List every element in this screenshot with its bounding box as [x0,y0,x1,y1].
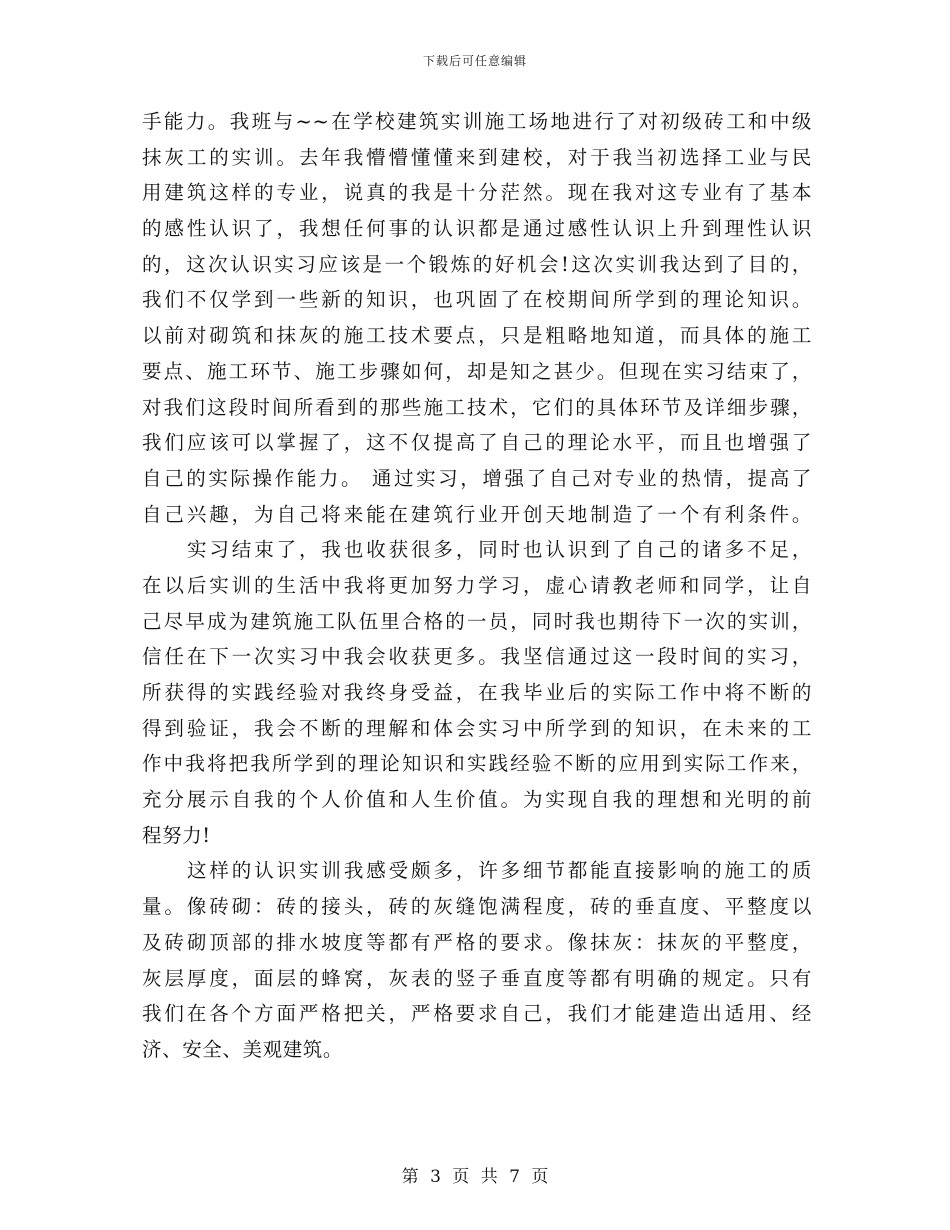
body-line: 对我们这段时间所看到的那些施工技术，它们的具体环节及详细步骤， [142,395,812,419]
body-line: 量。像砖砌：砖的接头，砖的灰缝饱满程度，砖的垂直度、平整度以 [142,895,812,919]
body-line: 充分展示自我的个人价值和人生价值。为实现自我的理想和光明的前 [142,788,812,812]
document-body [142,104,812,1068]
body-line: 所获得的实践经验对我终身受益，在我毕业后的实际工作中将不断的 [142,681,812,704]
body-line: 我们应该可以掌握了，这不仅提高了自己的理论水平，而且也增强了 [142,431,812,455]
page-number-footer: 第 3 页 共 7 页 [401,1167,549,1187]
body-line: 用建筑这样的专业，说真的我是十分茫然。现在我对这专业有了基本 [142,181,812,205]
body-line: 自己兴趣，为自己将来能在建筑行业开创天地制造了一个有利条件。 [142,502,812,526]
paragraph-last-line: 程努力! [142,823,211,847]
body-line: 得到验证，我会不断的理解和体会实习中所学到的知识，在未来的工 [142,716,812,740]
body-line: 要点、施工环节、施工步骤如何，却是知之甚少。但现在实习结束了， [142,359,812,383]
body-line: 己尽早成为建筑施工队伍里合格的一员，同时我也期待下一次的实训， [142,609,812,633]
page-header: 下载后可任意编辑 [422,54,527,68]
paragraph-first-line: 实习结束了，我也收获很多，同时也认识到了自己的诸多不足， [187,538,812,562]
body-line: 在以后实训的生活中我将更加努力学习，虚心请教老师和同学，让自 [142,573,812,597]
body-line: 的，这次认识实习应该是一个锻炼的好机会!这次实训我达到了目的， [142,252,812,276]
body-line: 灰层厚度，面层的蜂窝，灰表的竖子垂直度等都有明确的规定。只有 [142,966,812,990]
body-line: 手能力。我班与~~在学校建筑实训施工场地进行了对初级砖工和中级 [142,110,812,133]
body-line: 信任在下一次实习中我会收获更多。我坚信通过这一段时间的实习， [142,645,812,669]
body-line: 的感性认识了，我想任何事的认识都是通过感性认识上升到理性认识 [142,217,812,241]
body-line: 我们不仅学到一些新的知识，也巩固了在校期间所学到的理论知识。 [142,288,812,312]
body-line: 以前对砌筑和抹灰的施工技术要点，只是粗略地知道，而具体的施工 [142,324,812,348]
body-line: 抹灰工的实训。去年我懵懵懂懂来到建校，对于我当初选择工业与民 [142,145,812,169]
paragraph-last-line: 济、安全、美观建筑。 [142,1037,344,1061]
body-line: 作中我将把我所学到的理论知识和实践经验不断的应用到实际工作来， [142,752,812,776]
paragraph-first-line: 这样的认识实训我感受颇多，许多细节都能直接影响的施工的质 [187,859,812,883]
body-line: 自己的实际操作能力。 通过实习，增强了自己对专业的热情，提高了 [142,466,812,490]
body-line: 及砖砌顶部的排水坡度等都有严格的要求。像抹灰：抹灰的平整度， [142,930,812,954]
body-line: 我们在各个方面严格把关，严格要求自己，我们才能建造出适用、经 [142,1002,812,1026]
